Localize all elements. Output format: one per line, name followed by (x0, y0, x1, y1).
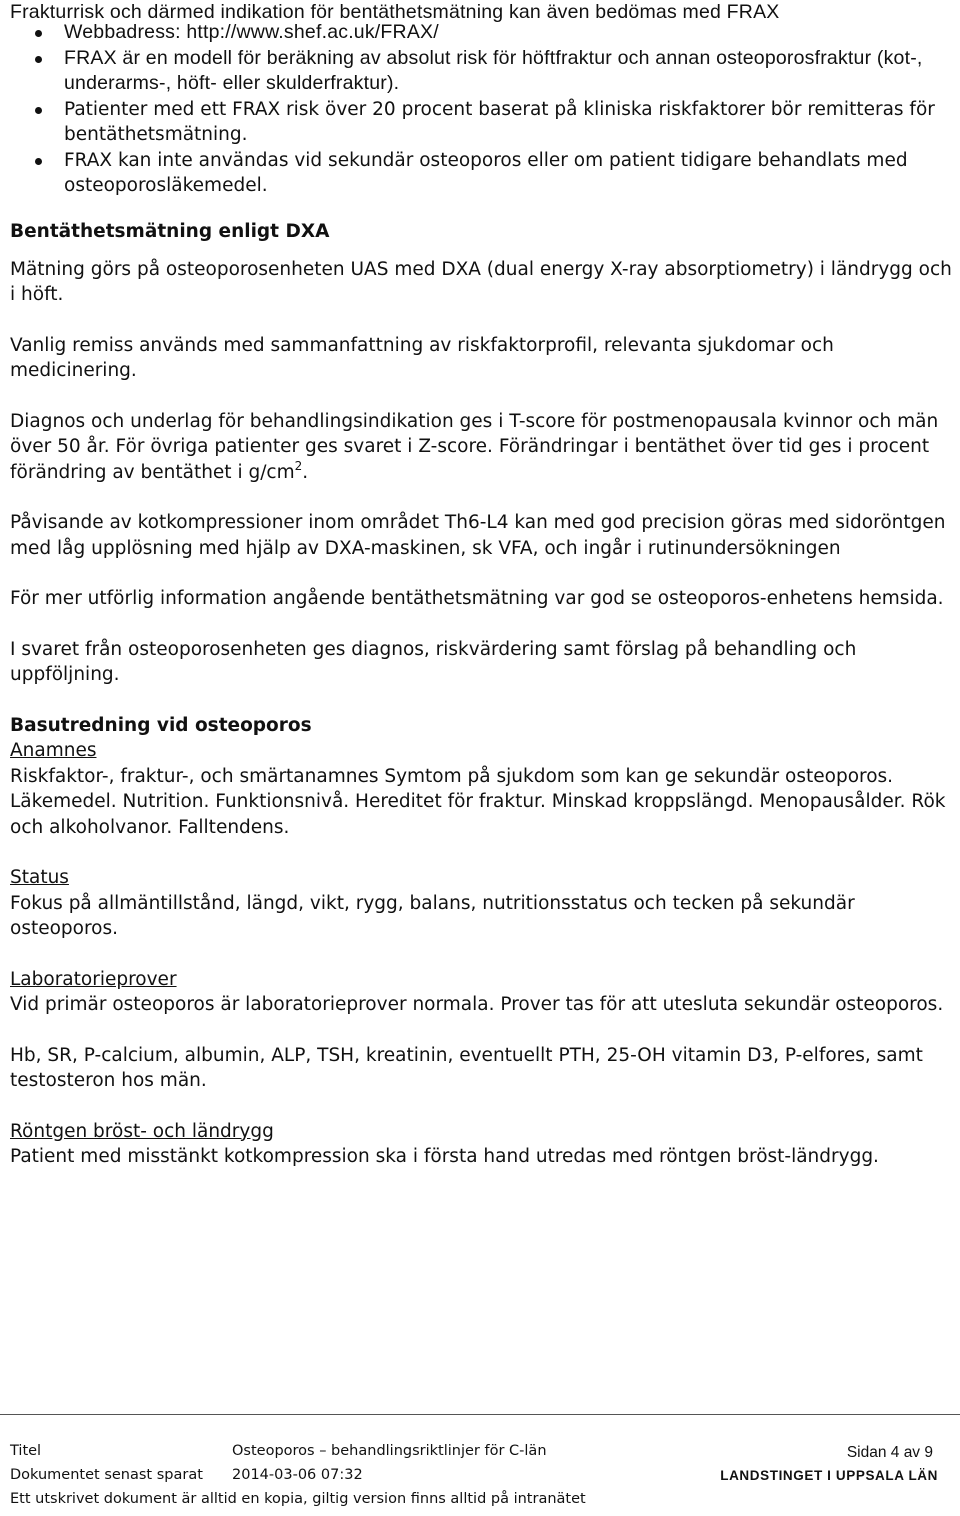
lab-text: Vid primär osteoporos är laboratorieprover normala. Prover tas för att utesluta sekundär osteoporos. (10, 994, 944, 1015)
xray-text: Patient med misstänkt kotkompression ska i första hand utredas med röntgen bröst-ländrygg. (10, 1146, 879, 1167)
paragraph: Mätning görs på osteoporosenheten UAS med DXA (dual energy X-ray absorptiometry) i ländrygg och i höft. (10, 258, 952, 305)
frax-bullet-list (0, 20, 950, 199)
footer-saved-label: Dokumentet senast sparat (10, 1467, 203, 1483)
basutredning-heading: Basutredning vid osteoporos (10, 714, 312, 736)
lab-section (10, 967, 955, 1018)
list-item (0, 46, 950, 97)
superscript: 2 (294, 458, 303, 473)
bullet-icon (35, 56, 42, 63)
organization-name: LANDSTINGET I UPPSALA LÄN (720, 1468, 938, 1483)
paragraph (10, 409, 955, 486)
paragraph-text: Diagnos och underlag för behandlingsindikation ges i T-score för postmenopausala kvinnor och män över 50 år. För övriga patienter ges svaret i Z-score. Förändringar i bentäthet över tid ges i procent förändring av bentäthet i g/cm (10, 410, 939, 483)
status-title: Status (10, 867, 69, 888)
status-section (10, 865, 955, 942)
frax-limitation-text: FRAX kan inte användas vid sekundär osteoporos eller om patient tidigare behandlats med osteoporosläkemedel. (64, 149, 908, 196)
paragraph: Påvisande av kotkompressioner inom området Th6-L4 kan med god precision göras med sidoröntgen med låg upplösning med hjälp av DXA-maskinen, sk VFA, och ingår i rutinundersökningen (10, 512, 946, 559)
anamnes-section (10, 738, 955, 840)
page-footer (0, 1414, 960, 1516)
paragraph-text: . (302, 461, 309, 483)
xray-section (10, 1119, 955, 1170)
status-text: Fokus på allmäntillstånd, längd, vikt, rygg, balans, nutritionsstatus och tecken på sekundär osteoporos. (10, 892, 855, 939)
frax-model-text: FRAX är en modell för beräkning av absolut risk för höftfraktur och annan osteoporosfraktur (kot-, underarms-, höft- eller skulderfraktur). (64, 46, 923, 94)
list-item (0, 148, 950, 199)
bullet-icon (35, 158, 42, 165)
anamnes-text: Riskfaktor-, fraktur-, och smärtanamnes Symtom på sjukdom som kan ge sekundär osteoporos. Läkemedel. Nutrition. Funktionsnivå. Hereditet för fraktur. Minskad kroppslängd. Menopausålder. Rök och alkoholvanor. Falltendens. (10, 765, 946, 838)
lab-list: Hb, SR, P-calcium, albumin, ALP, TSH, kreatinin, eventuellt PTH, 25-OH vitamin D3, P-elfores, samt testosteron hos män. (10, 1044, 923, 1091)
dxa-heading: Bentäthetsmätning enligt DXA (10, 221, 330, 242)
frax-risk-text: Patienter med ett FRAX risk över 20 procent baserat på kliniska riskfaktorer bör remitteras för bentäthetsmätning. (64, 98, 935, 145)
lab-title: Laboratorieprover (10, 968, 177, 990)
bullet-icon (35, 30, 42, 37)
footer-saved-value: 2014-03-06 07:32 (232, 1467, 363, 1483)
footer-copy-note: Ett utskrivet dokument är alltid en kopia, giltig version finns alltid på intranätet (10, 1491, 586, 1507)
paragraph: För mer utförlig information angående bentäthetsmätning var god se osteoporos-enhetens hemsida. (10, 588, 944, 609)
bullet-icon (35, 107, 42, 114)
list-item (0, 97, 950, 148)
footer-title-label: Titel (10, 1443, 42, 1459)
frax-intro-line: Frakturrisk och därmed indikation för bentäthetsmätning kan även bedömas med FRAX (10, 1, 780, 23)
paragraph: Vanlig remiss används med sammanfattning av riskfaktorprofil, relevanta sjukdomar och medicinering. (10, 334, 834, 381)
page-number: Sidan 4 av 9 (846, 1444, 933, 1461)
anamnes-title: Anamnes (10, 740, 97, 761)
footer-title-value: Osteoporos – behandlingsriktlinjer för C-län (232, 1443, 547, 1459)
xray-title: Röntgen bröst- och ländrygg (10, 1120, 274, 1142)
paragraph: I svaret från osteoporosenheten ges diagnos, riskvärdering samt förslag på behandling och uppföljning. (10, 638, 857, 685)
frax-web-address: Webbadress: http://www.shef.ac.uk/FRAX/ (64, 21, 439, 43)
document-body (10, 219, 955, 1195)
list-item (0, 20, 950, 46)
